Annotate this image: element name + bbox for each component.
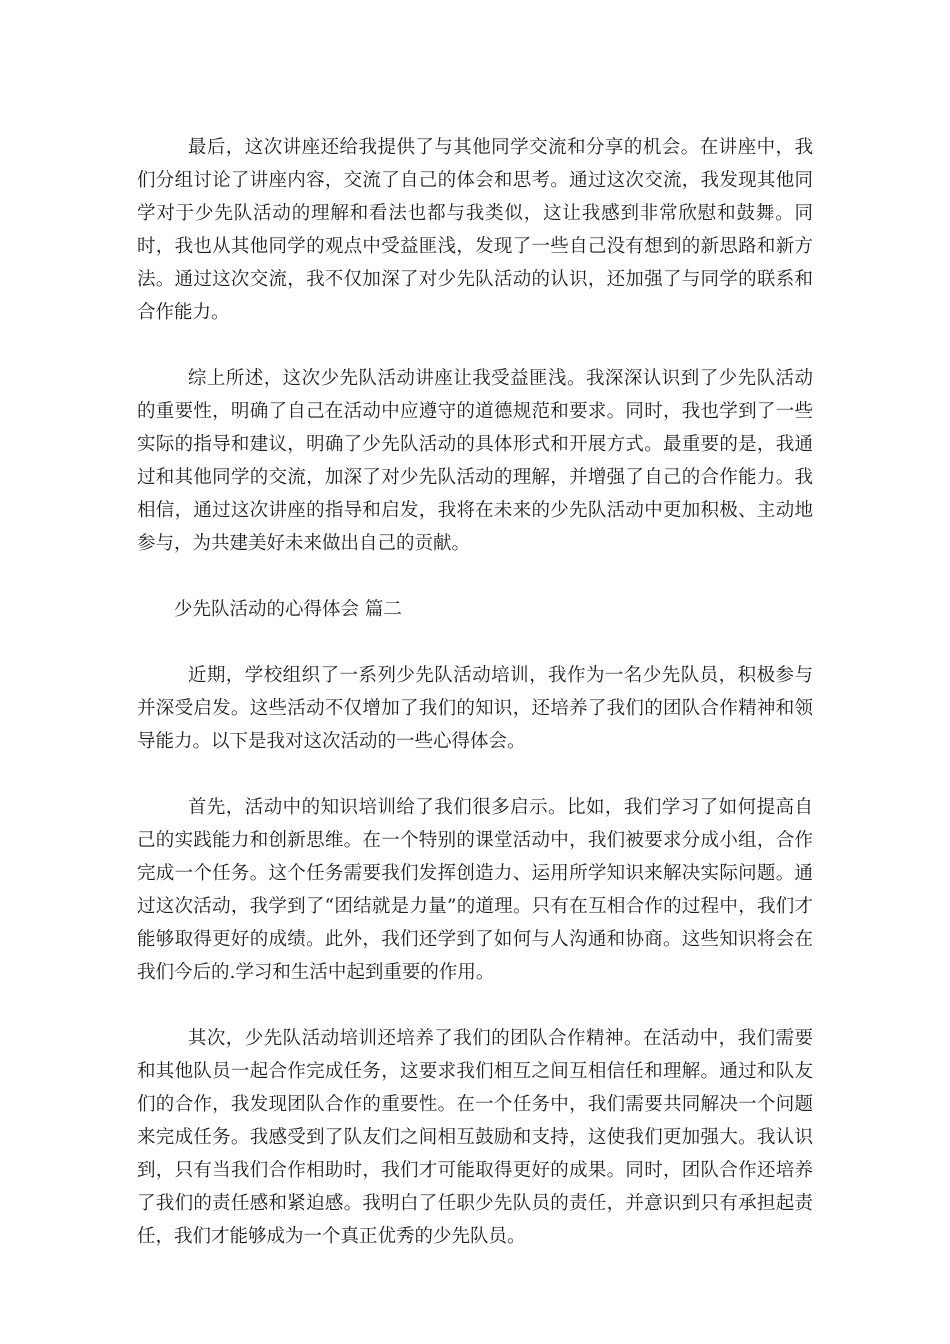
document-body xyxy=(137,131,813,1286)
paragraph-first-point: 首先，活动中的知识培训给了我们很多启示。比如，我们学习了如何提高自己的实践能力和创新思维。在一个特别的课堂活动中，我们被要求分成小组，合作完成一个任务。这个任务需要我们发挥创造力、运用所学知识来解决实际问题。通过这次活动，我学到了“团结就是力量”的道理。只有在互相合作的过程中，我们才能够取得更好的成绩。此外，我们还学到了如何与人沟通和协商。这些知识将会在我们今后的.学习和生活中起到重要的作用。 xyxy=(137,797,813,983)
paragraph-closing-exchange: 最后，这次讲座还给我提供了与其他同学交流和分享的机会。在讲座中，我们分组讨论了讲座内容，交流了自己的体会和思考。通过这次交流，我发现其他同学对于少先队活动的理解和看法也都与我类似，这让我感到非常欣慰和鼓舞。同时，我也从其他同学的观点中受益匪浅，发现了一些自己没有想到的新思路和新方法。通过这次交流，我不仅加深了对少先队活动的认识，还加强了与同学的联系和合作能力。 xyxy=(137,137,813,323)
paragraph-intro: 近期，学校组织了一系列少先队活动培训，我作为一名少先队员，积极参与并深受启发。这些活动不仅增加了我们的知识，还培养了我们的团队合作精神和领导能力。以下是我对这次活动的一些心得体会。 xyxy=(137,665,813,752)
paragraph-summary: 综上所述，这次少先队活动讲座让我受益匪浅。我深深认识到了少先队活动的重要性，明确了自己在活动中应遵守的道德规范和要求。同时，我也学到了一些实际的指导和建议，明确了少先队活动的具体形式和开展方式。最重要的是，我通过和其他同学的交流，加深了对少先队活动的理解，并增强了自己的合作能力。我相信，通过这次讲座的指导和启发，我将在未来的少先队活动中更加积极、主动地参与，为共建美好未来做出自己的贡献。 xyxy=(137,368,813,554)
section-heading: 少先队活动的心得体会 篇二 xyxy=(174,599,402,620)
paragraph-second-point: 其次，少先队活动培训还培养了我们的团队合作精神。在活动中，我们需要和其他队员一起合作完成任务，这要求我们相互之间互相信任和理解。通过和队友们的合作，我发现团队合作的重要性。在一个任务中，我们需要共同解决一个问题来完成任务。我感受到了队友们之间相互鼓励和支持，这使我们更加强大。我认识到，只有当我们合作相助时，我们才可能取得更好的成果。同时，团队合作还培养了我们的责任感和紧迫感。我明白了任职少先队员的责任，并意识到只有承担起责任，我们才能够成为一个真正优秀的少先队员。 xyxy=(137,1028,813,1247)
